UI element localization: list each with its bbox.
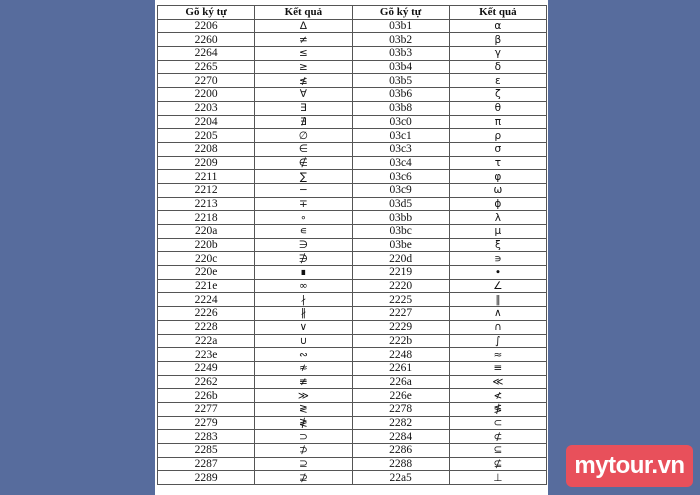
symbol-cell: β [449, 33, 546, 47]
symbol-cell: ⊂ [449, 416, 546, 430]
code-cell: 220b [158, 238, 255, 252]
table-row [158, 361, 547, 375]
code-cell: 220d [352, 252, 449, 266]
symbol-cell: ∠ [449, 279, 546, 293]
table-row [158, 238, 547, 252]
code-cell: 2218 [158, 211, 255, 225]
table-row [158, 170, 547, 184]
code-cell: 226e [352, 389, 449, 403]
code-cell: 2260 [158, 33, 255, 47]
symbol-cell: ∋ [255, 238, 352, 252]
code-cell: 222a [158, 334, 255, 348]
code-cell: 2206 [158, 19, 255, 33]
table-row [158, 19, 547, 33]
code-cell: 03c4 [352, 156, 449, 170]
table-row [158, 142, 547, 156]
code-cell: 2226 [158, 307, 255, 321]
symbol-cell: ∆ [255, 19, 352, 33]
symbol-cell: ∌ [255, 252, 352, 266]
header-result-1: Kết quả [255, 6, 352, 20]
symbol-cell: ≷ [255, 402, 352, 416]
code-cell: 2285 [158, 444, 255, 458]
symbol-cell: ≰ [255, 74, 352, 88]
symbol-cell: ∙ [449, 266, 546, 280]
header-code-2: Gõ ký tự [352, 6, 449, 20]
symbol-cell: ∑ [255, 170, 352, 184]
code-cell: 2279 [158, 416, 255, 430]
code-cell: 03b5 [352, 74, 449, 88]
table-row [158, 334, 547, 348]
table-row [158, 416, 547, 430]
symbol-cell: ∉ [255, 156, 352, 170]
table-row [158, 183, 547, 197]
table-row [158, 307, 547, 321]
symbol-cell: ∅ [255, 129, 352, 143]
symbol-cell: σ [449, 142, 546, 156]
code-cell: 03c1 [352, 129, 449, 143]
table-row [158, 47, 547, 61]
table-row [158, 129, 547, 143]
code-cell: 2220 [352, 279, 449, 293]
symbol-cell: μ [449, 225, 546, 239]
symbol-cell: ∍ [449, 252, 546, 266]
table-row [158, 320, 547, 334]
symbol-cell: ≠ [255, 33, 352, 47]
code-cell: 2264 [158, 47, 255, 61]
code-cell: 03b6 [352, 88, 449, 102]
code-cell: 220a [158, 225, 255, 239]
code-cell: 2204 [158, 115, 255, 129]
code-cell: 03d5 [352, 197, 449, 211]
symbol-cell: ∾ [255, 348, 352, 362]
table-row [158, 389, 547, 403]
symbol-cell: ≉ [255, 361, 352, 375]
table-row [158, 225, 547, 239]
table-row [158, 444, 547, 458]
symbol-cell: ∩ [449, 320, 546, 334]
table-row [158, 156, 547, 170]
table-row [158, 266, 547, 280]
code-cell: 03bb [352, 211, 449, 225]
code-cell: 22a5 [352, 471, 449, 485]
code-cell: 03b3 [352, 47, 449, 61]
table-row [158, 430, 547, 444]
symbol-cell: α [449, 19, 546, 33]
table-row [158, 471, 547, 485]
table-row [158, 33, 547, 47]
symbol-cell: ⊇ [255, 457, 352, 471]
symbol-cell: ∎ [255, 266, 352, 280]
code-cell: 2287 [158, 457, 255, 471]
code-cell: 2265 [158, 60, 255, 74]
code-cell: 220e [158, 266, 255, 280]
code-cell: 2262 [158, 375, 255, 389]
code-cell: 2213 [158, 197, 255, 211]
code-cell: 2227 [352, 307, 449, 321]
symbol-cell: ∫ [449, 334, 546, 348]
code-cell: 2283 [158, 430, 255, 444]
header-result-2: Kết quả [449, 6, 546, 20]
code-cell: 2288 [352, 457, 449, 471]
symbol-cell: ∈ [255, 142, 352, 156]
code-cell: 222b [352, 334, 449, 348]
table-body [158, 19, 547, 484]
symbol-cell: ξ [449, 238, 546, 252]
symbol-cell: δ [449, 60, 546, 74]
symbol-cell: ω [449, 183, 546, 197]
table-row [158, 252, 547, 266]
code-cell: 220c [158, 252, 255, 266]
symbol-cell: π [449, 115, 546, 129]
table-row [158, 197, 547, 211]
table-row [158, 402, 547, 416]
table-row [158, 375, 547, 389]
symbol-cell: ∤ [255, 293, 352, 307]
code-cell: 2219 [352, 266, 449, 280]
code-cell: 2229 [352, 320, 449, 334]
symbol-cell: ϕ [449, 197, 546, 211]
symbol-cell: ⊥ [449, 471, 546, 485]
code-cell: 2211 [158, 170, 255, 184]
symbol-cell: ρ [449, 129, 546, 143]
code-cell: 2225 [352, 293, 449, 307]
symbol-cell: ≈ [449, 348, 546, 362]
code-cell: 2209 [158, 156, 255, 170]
table-row [158, 115, 547, 129]
code-cell: 03b8 [352, 101, 449, 115]
symbol-cell: ∃ [255, 101, 352, 115]
symbol-cell: ≫ [255, 389, 352, 403]
code-cell: 2270 [158, 74, 255, 88]
symbol-cell: ∄ [255, 115, 352, 129]
symbol-cell: ∨ [255, 320, 352, 334]
symbol-cell: ∦ [255, 307, 352, 321]
table-row [158, 88, 547, 102]
code-cell: 226a [352, 375, 449, 389]
code-cell: 03c0 [352, 115, 449, 129]
symbol-cell: ≮ [449, 389, 546, 403]
code-cell: 03b4 [352, 60, 449, 74]
code-cell: 2277 [158, 402, 255, 416]
symbol-cell: ≪ [449, 375, 546, 389]
code-cell: 2248 [352, 348, 449, 362]
symbol-cell: − [255, 183, 352, 197]
symbol-cell: λ [449, 211, 546, 225]
table-row [158, 348, 547, 362]
table-row [158, 457, 547, 471]
code-cell: 2286 [352, 444, 449, 458]
code-cell: 03be [352, 238, 449, 252]
symbol-cell: ∥ [449, 293, 546, 307]
symbol-cell: γ [449, 47, 546, 61]
symbol-cell: ≡ [449, 361, 546, 375]
code-cell: 2282 [352, 416, 449, 430]
symbol-cell: ⊅ [255, 444, 352, 458]
table-row [158, 74, 547, 88]
mytour-watermark-logo: mytour.vn [566, 445, 693, 487]
code-cell: 03c6 [352, 170, 449, 184]
code-cell: 2289 [158, 471, 255, 485]
table-row [158, 293, 547, 307]
code-cell: 2228 [158, 320, 255, 334]
code-cell: 2261 [352, 361, 449, 375]
table-row [158, 60, 547, 74]
symbol-cell: ⊈ [449, 457, 546, 471]
symbol-cell: ⊆ [449, 444, 546, 458]
code-cell: 03bc [352, 225, 449, 239]
code-cell: 2212 [158, 183, 255, 197]
code-cell: 226b [158, 389, 255, 403]
symbol-cell: τ [449, 156, 546, 170]
symbol-code-table [157, 5, 547, 485]
document-page [155, 0, 548, 495]
code-cell: 221e [158, 279, 255, 293]
symbol-cell: ∧ [449, 307, 546, 321]
code-cell: 2203 [158, 101, 255, 115]
table-row [158, 101, 547, 115]
symbol-cell: ∞ [255, 279, 352, 293]
symbol-cell: ≹ [255, 416, 352, 430]
code-cell: 2249 [158, 361, 255, 375]
code-cell: 2208 [158, 142, 255, 156]
code-cell: 2205 [158, 129, 255, 143]
code-cell: 03c9 [352, 183, 449, 197]
table-row [158, 279, 547, 293]
symbol-cell: ≸ [449, 402, 546, 416]
code-cell: 2224 [158, 293, 255, 307]
symbol-cell: ≥ [255, 60, 352, 74]
symbol-cell: ≢ [255, 375, 352, 389]
symbol-cell: ∪ [255, 334, 352, 348]
symbol-cell: ⊉ [255, 471, 352, 485]
code-cell: 03c3 [352, 142, 449, 156]
symbol-cell: φ [449, 170, 546, 184]
code-cell: 223e [158, 348, 255, 362]
symbol-cell: ⊃ [255, 430, 352, 444]
code-cell: 03b1 [352, 19, 449, 33]
table-row [158, 211, 547, 225]
code-cell: 2200 [158, 88, 255, 102]
symbol-cell: ε [449, 74, 546, 88]
symbol-cell: ∀ [255, 88, 352, 102]
symbol-cell: ∘ [255, 211, 352, 225]
symbol-cell: ⊄ [449, 430, 546, 444]
header-code-1: Gõ ký tự [158, 6, 255, 20]
code-cell: 2284 [352, 430, 449, 444]
symbol-cell: ∓ [255, 197, 352, 211]
table-header-row [158, 6, 547, 20]
code-cell: 2278 [352, 402, 449, 416]
symbol-cell: ∊ [255, 225, 352, 239]
code-cell: 03b2 [352, 33, 449, 47]
symbol-cell: ζ [449, 88, 546, 102]
symbol-cell: ≤ [255, 47, 352, 61]
symbol-cell: θ [449, 101, 546, 115]
